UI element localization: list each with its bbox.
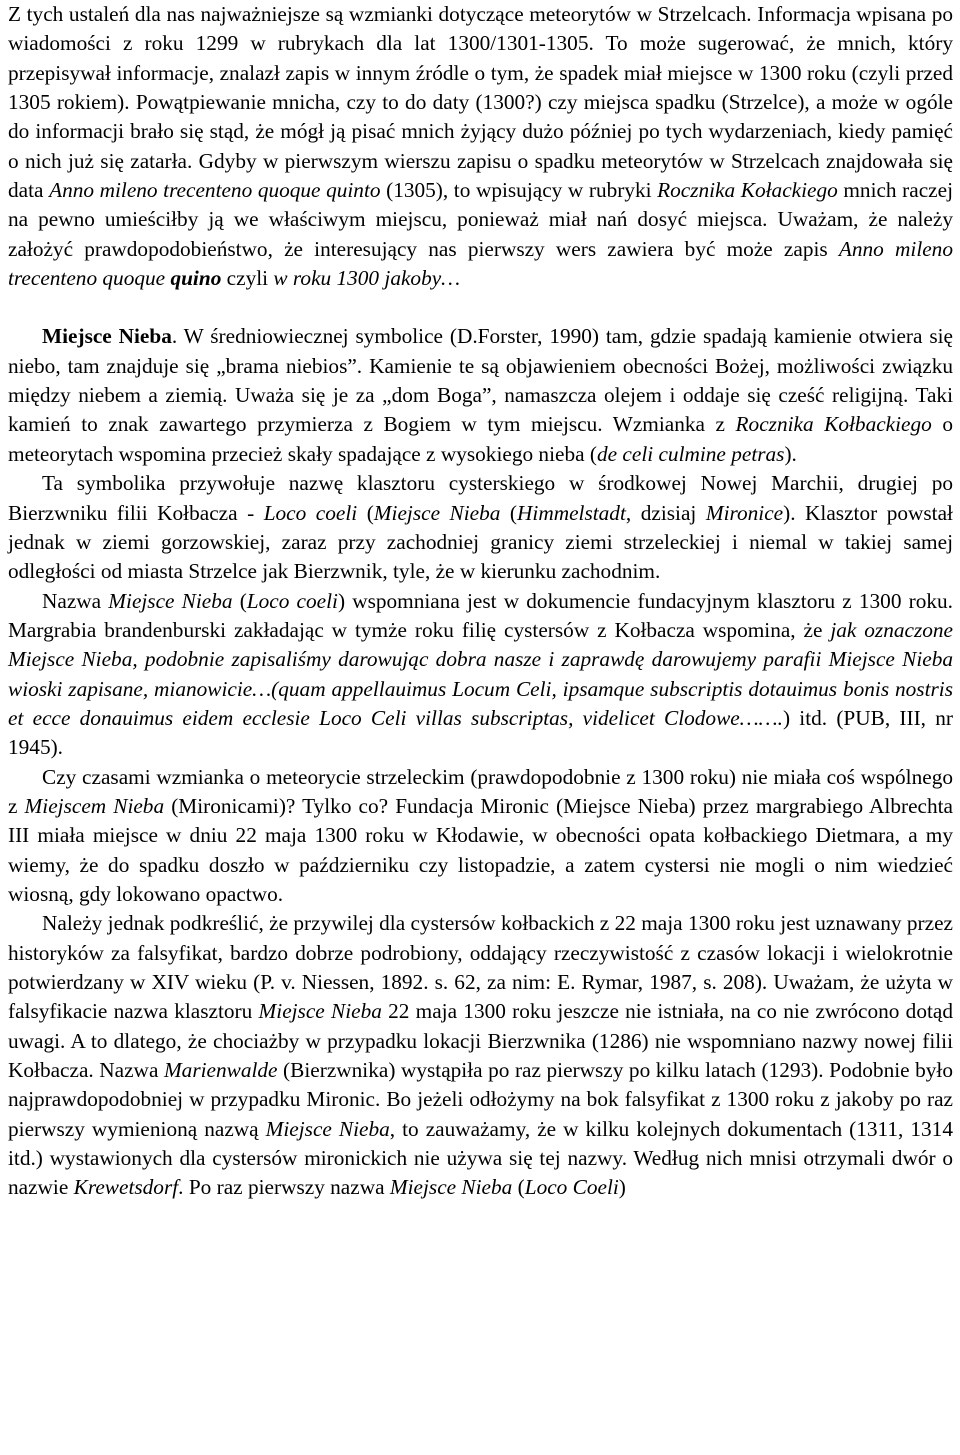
document-page (8, 0, 953, 1203)
styled-text-run: Miejsce Nieba (108, 588, 233, 613)
styled-text-run: Miejscem Nieba (24, 793, 165, 818)
text-run: Ta symbolika przywołuje nazwę klasztoru cysterskiego w środkowej Nowej Marchii, drugiej po Bierzwniku filii Kołbacza - (8, 471, 953, 525)
text-run: ( (512, 1175, 525, 1200)
styled-text-run: de celi culmine petras (596, 441, 785, 466)
text-run: 22 maja 1300 roku jeszcze nie istniała, na co nie zwrócono dotąd uwagi. A to dlatego, że chociażby w przypadku lokacji Bierzwnika (1286) nie wspomniano nazwy nowej filii Kołbacza. Nazwa (8, 999, 953, 1083)
styled-text-run: Miejsce Nieba (373, 500, 501, 525)
styled-text-run: w roku 1300 jakoby… (273, 266, 461, 291)
text-run: ) wspomniana jest w dokumencie fundacyjnym klasztoru z 1300 roku. Margrabia brandenburski zakładając w tymże roku filię cystersów z Kołbacza wspomina, że (8, 588, 953, 642)
styled-text-run: jak oznaczone Miejsce Nieba, podobnie zapisaliśmy darowując dobra nasze i zaprawdę darowujemy parafii Miejsce Nieba wioski zapisane, mianowicie…(quam appellauimus Locum Celi, ipsamque subscriptis dotauimus bonis nostris et ecce donauimus eidem ecclesie Loco Celi villas subscriptas, videlicet Clodowe……. (8, 617, 953, 730)
text-run: ( (232, 588, 247, 613)
styled-text-run: Loco Coeli (524, 1175, 619, 1200)
text-run: (Bierzwnika) wystąpiła po raz pierwszy po kilku latach (1293). Podobnie było najprawdopodobniej w przypadku Mironic. Bo jeżeli odłożymy na bok falsyfikat z 1300 roku z jakoby po raz pierwszy wymienioną nazwą (8, 1058, 953, 1141)
styled-text-run: Anno mileno trecenteno quoque quinto (49, 178, 381, 203)
styled-text-run: Marienwalde (163, 1058, 278, 1083)
text-run: ( (357, 500, 374, 525)
text-run: czyli (221, 266, 274, 291)
text-run: Czy czasami wzmianka o meteorycie strzeleckim (prawdopodobnie z 1300 roku) nie miała coś wspólnego z (8, 764, 953, 818)
text-run: o meteorytach wspomina przecież skały spadające z wysokiego nieba ( (8, 412, 953, 466)
text-run: ) itd. (PUB, III, nr 1945). (8, 705, 953, 760)
styled-text-run: Loco coeli (263, 500, 358, 525)
styled-text-run: Miejsce Nieba (389, 1175, 513, 1200)
paragraph-forgery-discussion (8, 909, 953, 1202)
paragraph-foundation-document (8, 587, 953, 763)
styled-text-run: Rocznika Kołbackiego (735, 412, 932, 437)
paragraph-meteorite-records (8, 0, 953, 293)
text-run: , dzisiaj (625, 500, 706, 525)
styled-text-run: Miejsce Nieba (265, 1116, 390, 1141)
text-run: mnich raczej na pewno umieściłby ją we właściwym miejscu, ponieważ miał nań dosyć miejsca. Uważam, że należy założyć prawdopodobieństwo, że interesujący nas pierwszy wers zawiera być może zapis (8, 178, 953, 261)
styled-text-run: Loco coeli (246, 588, 338, 613)
styled-text-run: Miejsce Nieba (42, 324, 172, 349)
styled-text-run: Anno mileno trecenteno quoque (8, 236, 953, 291)
text-run: ). (784, 441, 797, 466)
text-run: Z tych ustaleń dla nas najważniejsze są wzmianki dotyczące meteorytów w Strzelcach. Informacja wpisana po wiadomości z roku 1299 w rubrykach dla lat 1300/1301-1305. To może sugerować, że mnich, który przepisywał informacje, znalazł zapis w innym źródle o tym, że spadek miał miejsce w 1300 roku (czyli przed 1305 rokiem). Powątpiewanie mnicha, czy to do daty (1300?) czy miejsca spadku (Strzelce), a może w ogóle do informacji brało się stąd, że mógł ją pisać mnich żyjący dużo później po tych wydarzeniach, kiedy pamięć o nich już się zatarła. Gdyby w pierwszym wierszu zapisu o spadku meteorytów w Strzelcach znajdowała się data (8, 2, 953, 203)
text-run: . W średniowiecznej symbolice (D.Forster, 1990) tam, gdzie spadają kamienie otwiera się niebo, tam znajduje się „brama niebios”. Kamienie te są objawieniem obecności Bożej, możliwości związku między niebem a ziemią. Uważa się je za „dom Boga”, namaszcza olejem i oddaje się cześć religijną. Taki kamień to znak zawartego przymierza z Bogiem w tym miejscu. Wzmianka z (8, 324, 953, 437)
text-run: . Po raz pierwszy nazwa (178, 1175, 390, 1200)
styled-text-run: Mironice (705, 500, 784, 525)
text-run: ( (500, 500, 518, 525)
styled-text-run: Himmelstadt (517, 500, 626, 525)
paragraph-monastery-name (8, 469, 953, 586)
text-run: (Mironicami)? Tylko co? Fundacja Mironic (Miejsce Nieba) przez margrabiego Albrechta III miała miejsce w dniu 22 maja 1300 roku w Kłodawie, w obecności opata kołbackiego Dietmara, a my wiemy, że do spadku doszło w październiku czy listopadzie, a zatem cystersi nie mogli o nim wiedzieć wiosną, gdy lokowano opactwo. (8, 793, 953, 906)
text-run: Należy jednak podkreślić, że przywilej dla cystersów kołbackich z 22 maja 1300 roku jest uznawany przez historyków za falsyfikat, bardzo dobrze podrobiony, oddający rzeczywistość z czasów lokacji i wielokrotnie potwierdzany w XIV wieku (P. v. Niessen, 1892. s. 62, za nim: E. Rymar, 1987, s. 208). Uważam, że użyta w falsyfikacie nazwa klasztoru (8, 911, 953, 1024)
text-run: ) (618, 1175, 626, 1200)
paragraph-meteorite-question (8, 763, 953, 910)
text-run: , to zauważamy, że w kilku kolejnych dokumentach (1311, 1314 itd.) wystawionych dla cystersów mironickich nie używa się tej nazwy. Według nich mnisi otrzymali dwór o nazwie (8, 1116, 953, 1200)
styled-text-run: Miejsce Nieba (258, 999, 382, 1024)
styled-text-run: quino (170, 266, 222, 291)
text-run: Nazwa (42, 588, 109, 613)
styled-text-run: Rocznika Kołackiego (657, 178, 838, 203)
text-run: ). Klasztor powstał jednak w ziemi gorzowskiej, zaraz przy zachodniej granicy ziemi strzeleckiej i niemal w takiej samej odległości od miasta Strzelce jak Bierzwnik, tyle, że w kierunku zachodnim. (8, 500, 953, 584)
styled-text-run: Krewetsdorf (73, 1175, 179, 1200)
text-run: (1305), to wpisujący w rubryki (380, 178, 658, 203)
paragraph-miejsce-nieba-symbolism (8, 322, 953, 469)
